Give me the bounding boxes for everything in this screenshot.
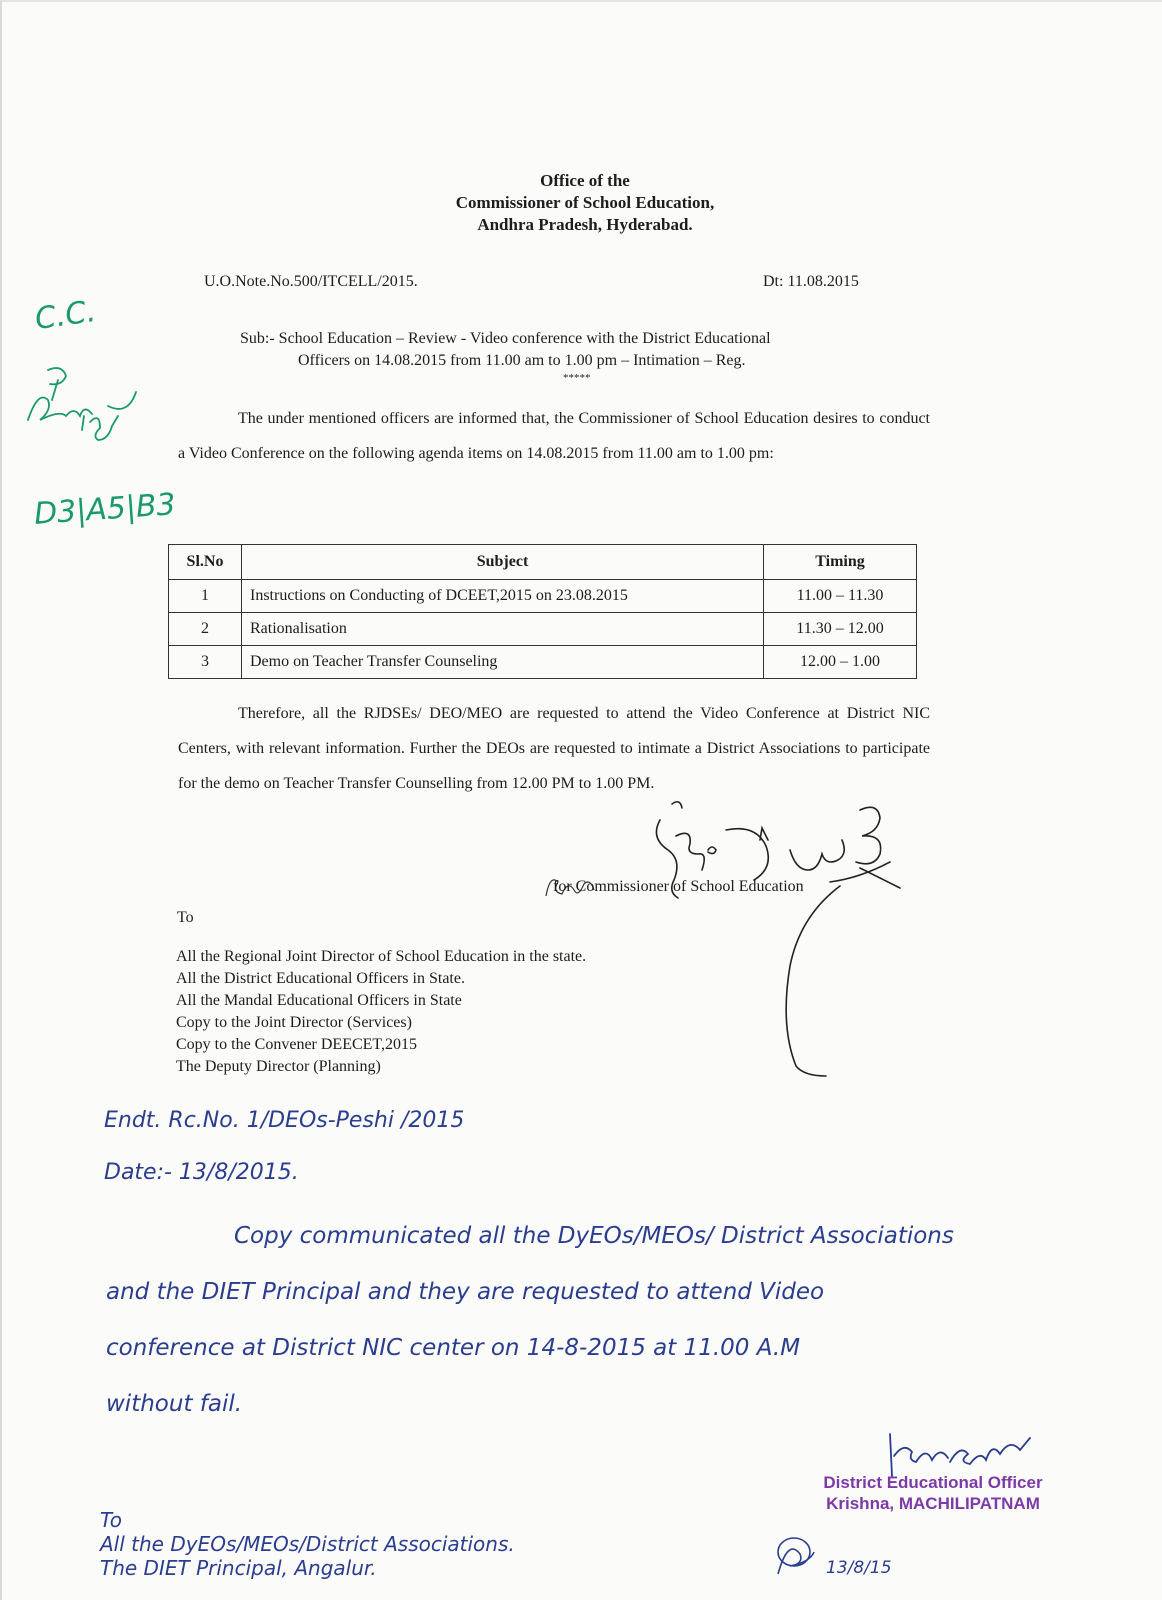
letterhead-line-1: Office of the	[540, 171, 630, 190]
recipient-list	[176, 946, 586, 1078]
list-item: All the Mandal Educational Officers in State	[176, 992, 462, 1009]
deo-stamp	[813, 1472, 1053, 1514]
body-paragraph-1-text: The under mentioned officers are informed that, the Commissioner of School Education desires to conduct a Video Conference on the following agenda items on 14.08.2015 from 11.00 am to 1.00 pm:	[178, 410, 930, 462]
agenda-cell-slno: 3	[169, 646, 242, 679]
list-item: To	[100, 1508, 122, 1532]
agenda-cell-slno: 1	[169, 580, 242, 613]
endorsement-date: Date:- 13/8/2015.	[104, 1160, 299, 1185]
endorsement-line: without fail.	[106, 1391, 243, 1417]
note-number: U.O.Note.No.500/ITCELL/2015.	[204, 273, 418, 290]
stamp-line-1: District Educational Officer	[823, 1473, 1043, 1492]
agenda-table	[168, 544, 917, 679]
note-date: Dt: 11.08.2015	[763, 273, 859, 290]
agenda-cell-subject: Rationalisation	[242, 613, 764, 646]
list-item: All the District Educational Officers in State.	[176, 970, 465, 987]
list-item: The Deputy Director (Planning)	[176, 1058, 381, 1075]
body-paragraph-2	[178, 696, 930, 801]
endorsement-text	[106, 1208, 1126, 1432]
letterhead-line-2: Commissioner of School Education,	[455, 193, 715, 212]
endorsement-number: Endt. Rc.No. 1/DEOs-Peshi /2015	[104, 1108, 465, 1133]
margin-note-cc: C.C.	[32, 293, 99, 338]
agenda-cell-slno: 2	[169, 613, 242, 646]
endorsement-line: Copy communicated all the DyEOs/MEOs/ District Associations	[234, 1223, 954, 1249]
agenda-cell-subject: Instructions on Conducting of DCEET,2015 on 23.08.2015	[242, 580, 764, 613]
agenda-cell-timing: 11.00 – 11.30	[764, 580, 917, 613]
agenda-header-slno: Sl.No	[169, 545, 242, 580]
stamp-line-2: Krishna, MACHILIPATNAM	[826, 1494, 1040, 1513]
commissioner-signature	[630, 790, 930, 1090]
agenda-cell-timing: 12.00 – 1.00	[764, 646, 917, 679]
endorsement-line: and the DIET Principal and they are requested to attend Video	[106, 1279, 825, 1305]
table-row	[169, 613, 917, 646]
body-paragraph-2-text: Therefore, all the RJDSEs/ DEO/MEO are requested to attend the Video Conference at District NIC Centers, with relevant information. Further the DEOs are requested to intimate a District Associations to participate for the demo on Teacher Transfer Counselling from 12.00 PM to 1.00 PM.	[178, 705, 930, 792]
sign-date: 13/8/15	[826, 1558, 892, 1578]
subject	[240, 328, 930, 372]
list-item: All the DyEOs/MEOs/District Associations.	[100, 1532, 515, 1556]
endorsement-line: conference at District NIC center on 14-8-2015 at 11.00 A.M	[106, 1335, 801, 1361]
agenda-cell-timing: 11.30 – 12.00	[764, 613, 917, 646]
body-paragraph-1	[178, 401, 930, 471]
list-item: The DIET Principal, Angalur.	[100, 1556, 377, 1580]
agenda-cell-subject: Demo on Teacher Transfer Counseling	[242, 646, 764, 679]
for-commissioner-label: for Commissioner of School Education	[553, 878, 804, 895]
subject-line-2: Officers on 14.08.2015 from 11.00 am to 1.00 pm – Intimation – Reg.	[298, 352, 746, 369]
letterhead	[0, 170, 1162, 236]
letterhead-line-3: Andhra Pradesh, Hyderabad.	[477, 215, 693, 234]
list-item: Copy to the Convener DEECET,2015	[176, 1036, 417, 1053]
agenda-header-subject: Subject	[242, 545, 764, 580]
agenda-header-row	[169, 545, 917, 580]
separator-stars: *****	[563, 372, 591, 384]
list-item: Copy to the Joint Director (Services)	[176, 1014, 412, 1031]
margin-scribble	[18, 360, 148, 450]
initials-signature	[768, 1530, 828, 1580]
table-row	[169, 580, 917, 613]
table-row	[169, 646, 917, 679]
to-label: To	[177, 909, 194, 926]
subject-line-1: Sub:- School Education – Review - Video conference with the District Educational	[240, 330, 771, 347]
margin-note-reference: D3|A5|B3	[32, 487, 177, 532]
list-item: All the Regional Joint Director of School Education in the state.	[176, 948, 587, 965]
endorsement-recipients	[100, 1508, 515, 1580]
agenda-header-timing: Timing	[764, 545, 917, 580]
